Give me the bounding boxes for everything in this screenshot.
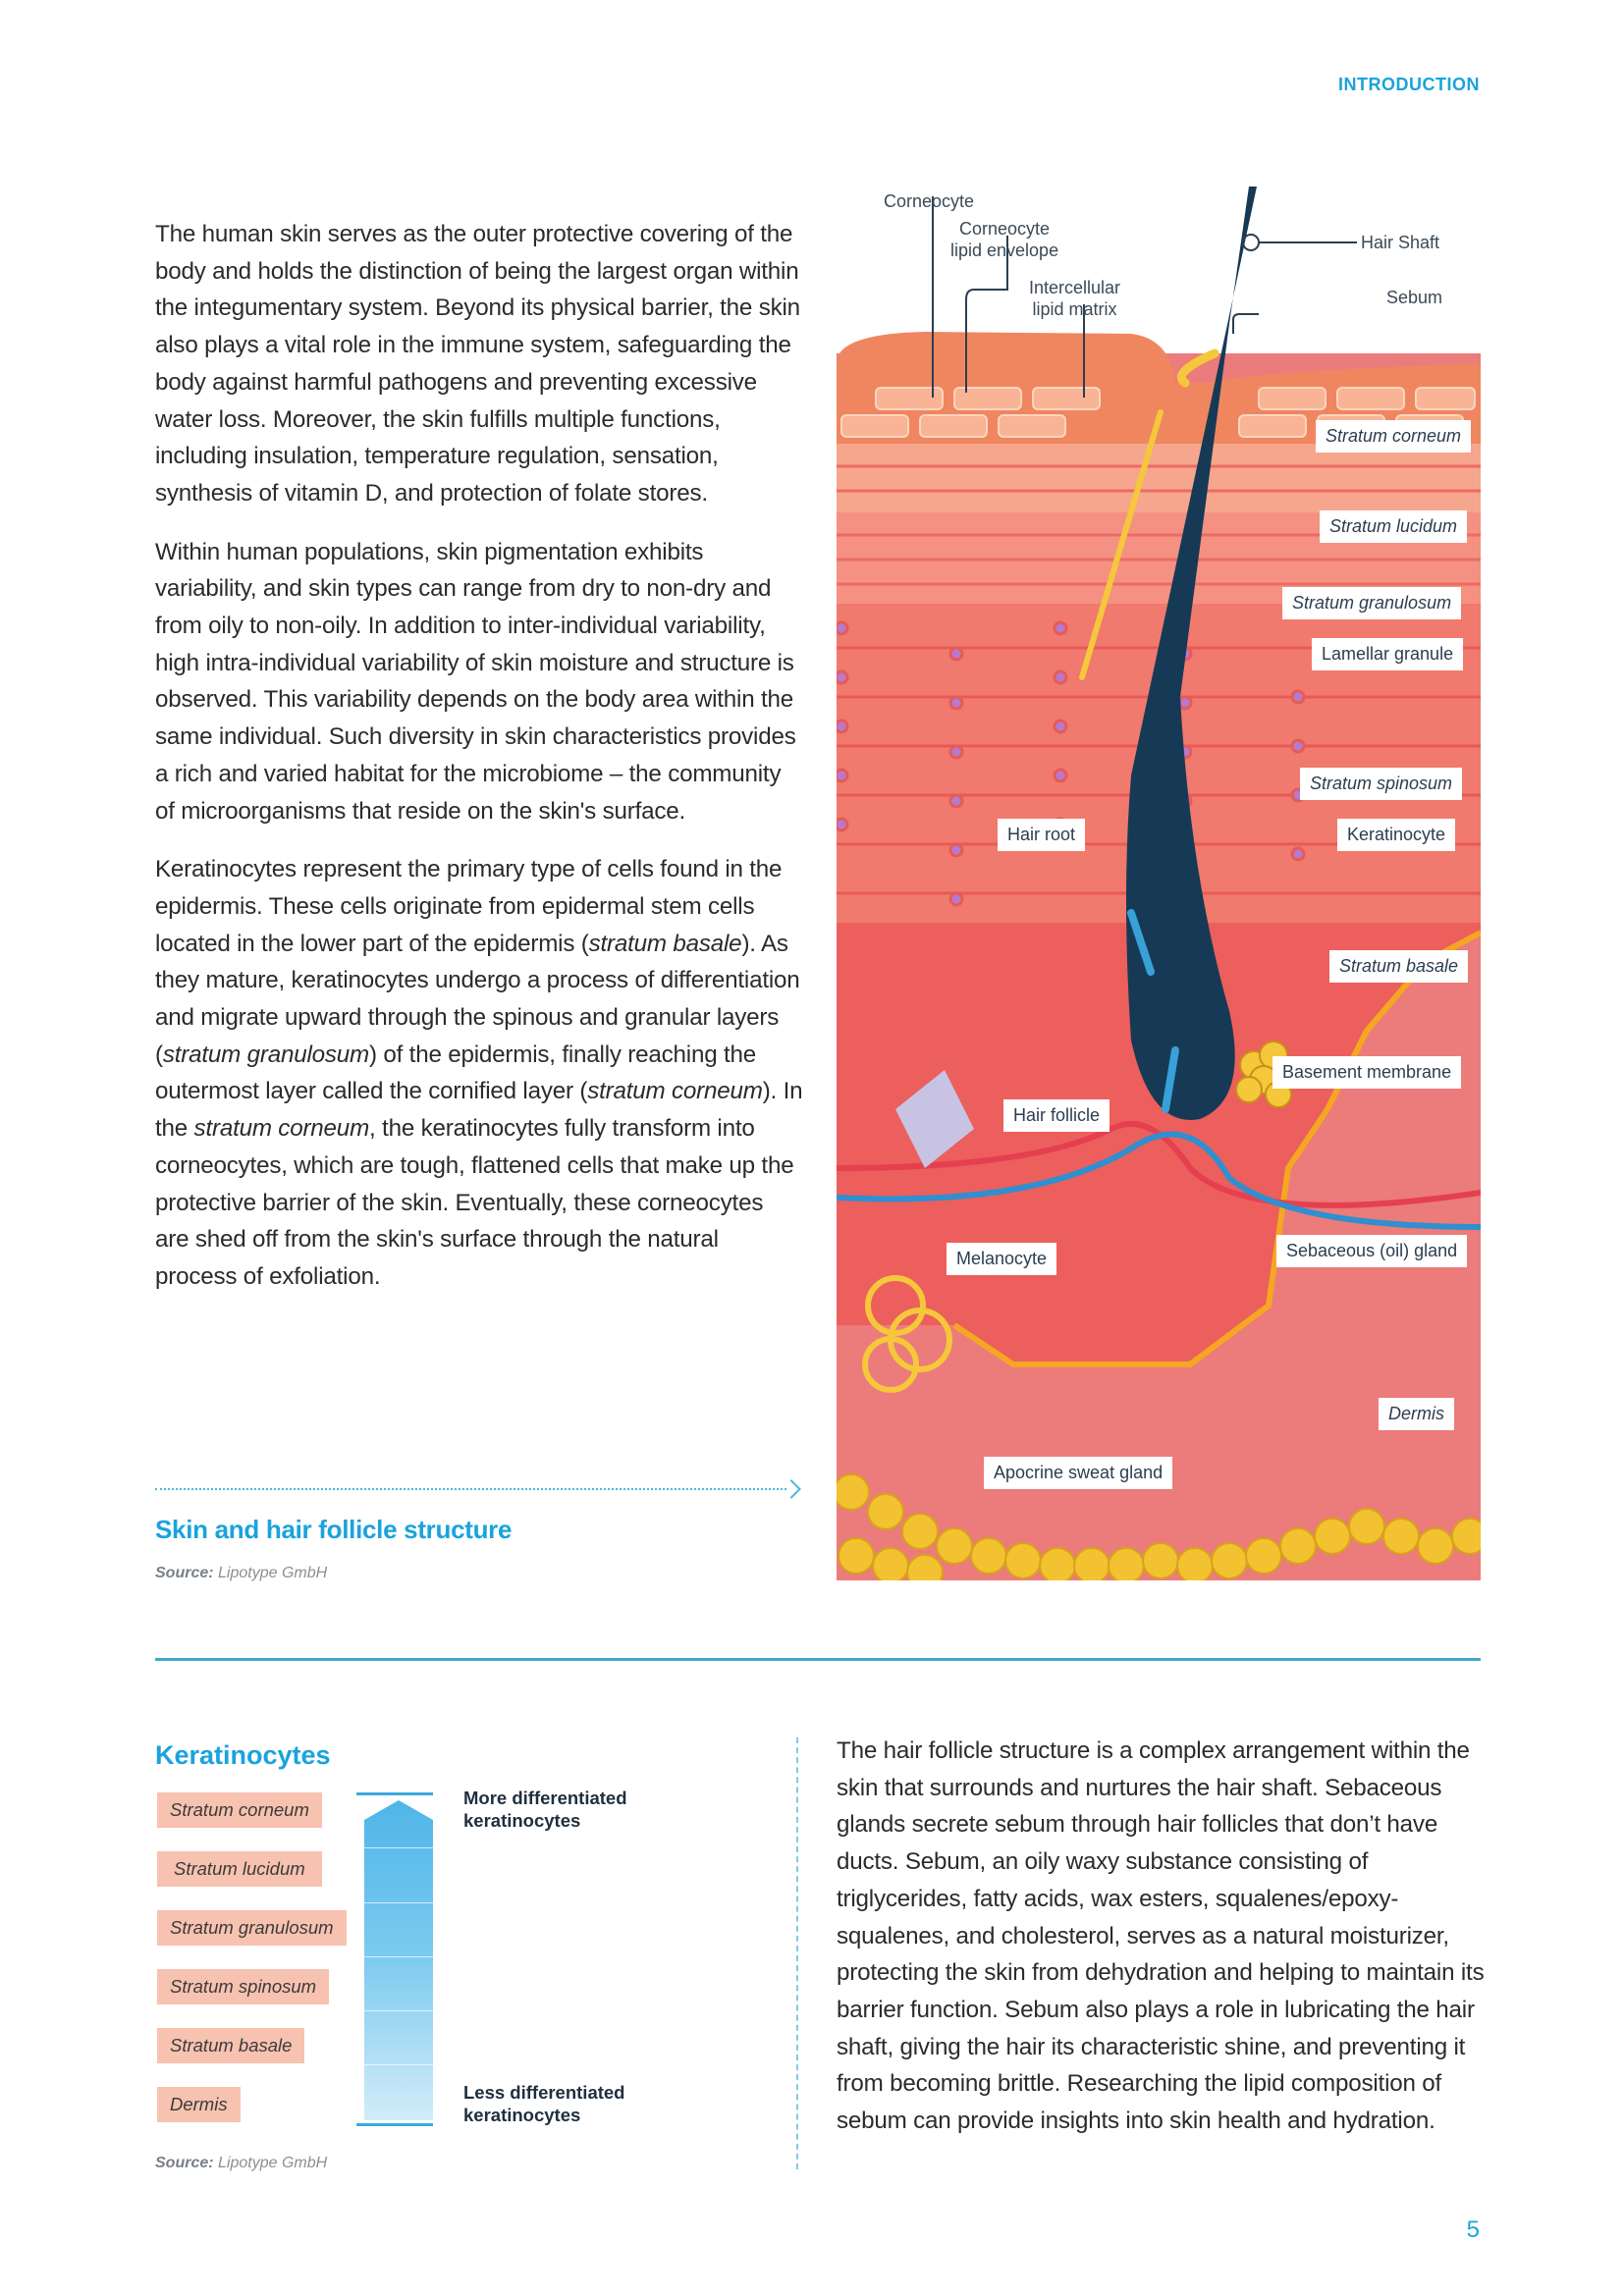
bar-segment-line xyxy=(364,1956,433,1957)
layer-stratum-lucidum: Stratum lucidum xyxy=(157,1851,322,1887)
layer-stratum-granulosum: Stratum granulosum xyxy=(157,1910,347,1946)
label-stratum-granulosum: Stratum granulosum xyxy=(1282,587,1461,619)
source-value: Lipotype GmbH xyxy=(218,2155,328,2171)
label-line: keratinocytes xyxy=(463,2105,581,2125)
label-intercellular-lipid-matrix xyxy=(1029,277,1120,320)
label-line: lipid matrix xyxy=(1032,299,1117,319)
label-stratum-lucidum: Stratum lucidum xyxy=(1320,510,1467,543)
source-label: Source: xyxy=(155,1565,214,1581)
dotted-line xyxy=(155,1488,786,1490)
label-hair-shaft: Hair Shaft xyxy=(1361,233,1440,252)
italic-term: stratum basale xyxy=(588,930,742,957)
label-sebaceous-gland: Sebaceous (oil) gland xyxy=(1276,1235,1467,1267)
skin-diagram-svg xyxy=(837,187,1481,1580)
label-lamellar-granule: Lamellar granule xyxy=(1312,638,1463,670)
layer-stratum-basale: Stratum basale xyxy=(157,2028,304,2063)
source-label: Source: xyxy=(155,2155,214,2171)
label-line: Corneocyte xyxy=(959,219,1051,239)
arrow-right-icon xyxy=(782,1479,801,1499)
label-line: keratinocytes xyxy=(463,1810,581,1831)
bar-top-line xyxy=(356,1792,433,1795)
column-divider-dashed xyxy=(796,1737,798,2169)
section-divider xyxy=(155,1658,1481,1661)
bar-segment-line xyxy=(364,1902,433,1903)
figure-caption-title: Skin and hair follicle structure xyxy=(155,1515,513,1544)
hair-follicle-paragraph: The hair follicle structure is a complex arrangement within the skin that surrounds and nurtures the hair shaft. Sebaceous glands secrete sebum through hair follicles that don’t have ducts. Sebum, an oily waxy substance consisting of triglycerides, fatty acids, wax esters, squalenes/epoxy-squalenes, and cholesterol, serves as a natural moisturizer, protecting the skin from dehydration and helping to maintain its barrier function. Sebum also plays a role in lubricating the hair shaft, giving the hair its characteristic shine, and preventing it from becoming brittle. Researching the lipid composition of sebum can provide insights into skin health and hydration. xyxy=(837,1737,1485,2135)
more-differentiated-label xyxy=(463,1787,627,1832)
label-stratum-corneum: Stratum corneum xyxy=(1316,420,1471,453)
italic-term: stratum granulosum xyxy=(162,1041,370,1068)
label-stratum-basale: Stratum basale xyxy=(1329,950,1468,983)
italic-term: stratum corneum xyxy=(193,1115,370,1143)
text-run: ). As they mature, keratinocytes undergo a process of differentiation and migrate upward through the spinous and granular layers ( xyxy=(155,930,800,1068)
label-line: Intercellular xyxy=(1029,278,1121,297)
layer-dermis: Dermis xyxy=(157,2087,241,2122)
label-melanocyte: Melanocyte xyxy=(947,1243,1056,1275)
intro-paragraph-1: The human skin serves as the outer protective covering of the body and holds the distinction of being the largest organ within the integumentary system. Beyond its physical barrier, the skin also plays a vital role in the immune system, safeguarding the body against harmful pathogens and preventing excessive water loss. Moreover, the skin fulfills multiple functions, including insulation, temperature regulation, sensation, synthesis of vitamin D, and protection of folate stores. xyxy=(155,221,800,507)
skin-hair-follicle-illustration xyxy=(837,187,1481,1580)
text-run: , the keratinocytes fully transform into corneocytes, which are tough, flattened cells that make up the protective barrier of the skin. Eventually, these corneocytes are shed off from the skin's surface through the natural process of exfoliation. xyxy=(155,1115,794,1290)
label-apocrine-sweat-gland: Apocrine sweat gland xyxy=(984,1457,1172,1489)
label-line: lipid envelope xyxy=(950,240,1059,260)
label-sebum: Sebum xyxy=(1386,288,1443,307)
hair-follicle-text-column xyxy=(837,1733,1485,2140)
differentiation-arrow xyxy=(361,1792,440,2126)
less-differentiated-label xyxy=(463,2081,625,2126)
italic-term: stratum corneum xyxy=(587,1078,763,1105)
figure-caption-source xyxy=(155,1565,327,1582)
label-stratum-spinosum: Stratum spinosum xyxy=(1300,768,1462,800)
label-line: More differentiated xyxy=(463,1788,627,1808)
label-dermis: Dermis xyxy=(1379,1398,1454,1430)
text-run: Keratinocytes represent the primary type of cells found in the epidermis. These cells originate from epidermal stem cells located in the lower part of the epidermis ( xyxy=(155,856,783,957)
intro-text-column xyxy=(155,216,803,1317)
bar-bottom-line xyxy=(356,2123,433,2126)
source-value: Lipotype GmbH xyxy=(218,1565,328,1581)
page-number: 5 xyxy=(1466,2216,1480,2243)
running-head-section: INTRODUCTION xyxy=(1338,75,1480,94)
bar-segment-line xyxy=(364,1847,433,1848)
text-run: ). In the xyxy=(155,1078,803,1143)
label-corneocyte: Corneocyte xyxy=(884,191,975,211)
label-corneocyte-lipid-envelope xyxy=(950,218,1058,261)
intro-paragraph-3 xyxy=(155,851,803,1295)
label-hair-root: Hair root xyxy=(998,819,1085,851)
intro-paragraph-2: Within human populations, skin pigmentation exhibits variability, and skin types can range from dry to non-dry and from oily to non-oily. In addition to inter-individual variability, high intra-individual variability of skin moisture and structure is observed. This variability depends on the body area within the same individual. Such diversity in skin characteristics provides a rich and varied habitat for the microbiome – the community of microorganisms that reside on the skin's surface. xyxy=(155,538,796,825)
bar-segment-line xyxy=(364,2010,433,2011)
keratinocytes-source xyxy=(155,2155,327,2172)
label-basement-membrane: Basement membrane xyxy=(1272,1056,1461,1089)
label-hair-follicle: Hair follicle xyxy=(1003,1099,1110,1132)
keratinocytes-title: Keratinocytes xyxy=(155,1740,331,1770)
label-line: Less differentiated xyxy=(463,2082,625,2103)
text-run: ) of the epidermis, finally reaching the outermost layer called the cornified layer ( xyxy=(155,1041,757,1105)
dotted-arrow-pointer xyxy=(155,1479,798,1499)
layer-stratum-corneum: Stratum corneum xyxy=(157,1792,322,1828)
layer-stratum-spinosum: Stratum spinosum xyxy=(157,1969,329,2004)
bar-segment-line xyxy=(364,2064,433,2065)
label-keratinocyte: Keratinocyte xyxy=(1337,819,1455,851)
